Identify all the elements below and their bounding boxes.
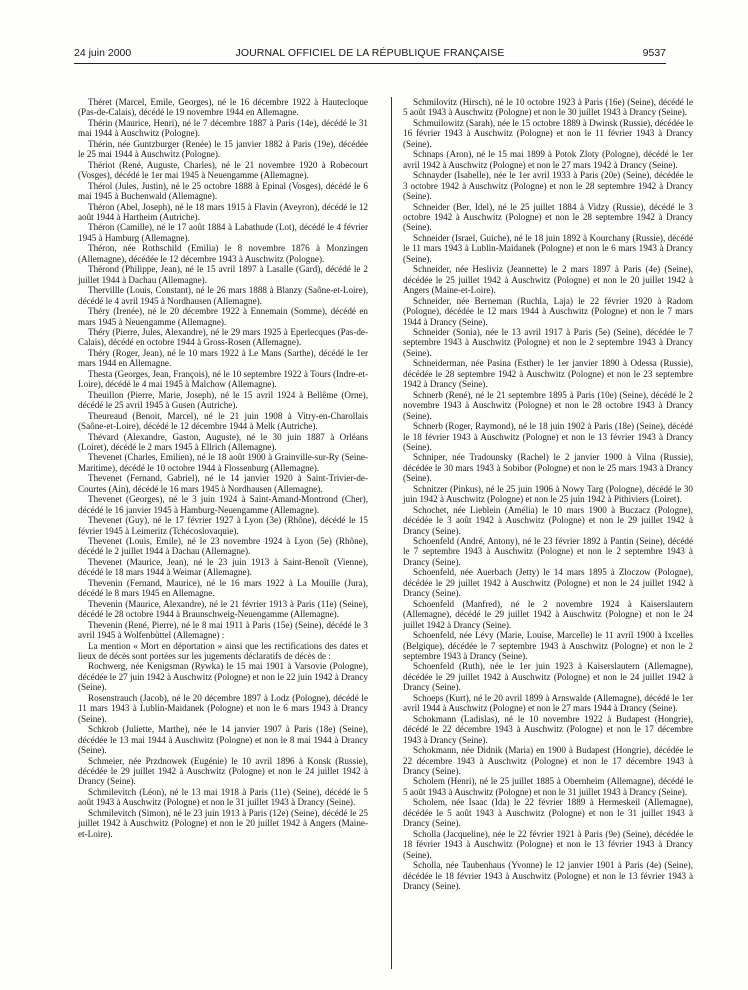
decree-entry: Schnaps (Aron), né le 15 mai 1899 à Potok Zloty (Pologne), décédé le 1er avril 1942 à Auschwitz (Pologne) et non le 27 mars 1942 à Drancy (Seine). (403, 149, 693, 170)
decree-entry: Thevenet (Charles, Emilien), né le 18 août 1900 à Grainville-sur-Ry (Seine-Maritime), décédé le 10 octobre 1944 à Flossenburg (Allemagne). (78, 452, 368, 473)
decree-entry: Thevenet (Georges), né le 3 juin 1924 à Saint-Amand-Montrond (Cher), décédé le 16 janvier 1945 à Hamburg-Neuengamme (Allemagne). (78, 494, 368, 515)
decree-entry: Thérin, née Guntzburger (Renée) le 15 janvier 1882 à Paris (19e), décédée le 25 mai 1944 à Auschwitz (Pologne). (78, 138, 368, 160)
decree-entry: Schoenfeld, née Lévy (Marie, Louise, Marcelle) le 11 avril 1900 à Ixcelles (Belgique), décédée le 7 septembre 1943 à Auschwitz (Pologne) et non le 2 septembre 1943 à Drancy (Seine). (403, 630, 693, 662)
decree-entry: Thérol (Jules, Justin), né le 25 octobre 1888 à Epinal (Vosges), décédé le 6 mai 1945 à Buchenwald (Allemagne). (78, 180, 368, 202)
decree-entry: Scholem (Henri), né le 25 juillet 1885 à Obernheim (Allemagne), décédé le 5 août 1943 à Auschwitz (Pologne) et non le 31 juillet 1943 à Drancy (Seine). (403, 776, 693, 797)
decree-entry: Théron (Abel, Joseph), né le 18 mars 1915 à Flavin (Aveyron), décédé le 12 août 1944 à Hartheim (Autriche). (78, 201, 368, 222)
header-date: 24 juin 2000 (74, 47, 132, 59)
left-column (78, 97, 368, 839)
header-rule (74, 63, 666, 64)
decree-entry: Rosenstrauch (Jacob), né le 20 décembre 1897 à Lodz (Pologne), décédé le 11 mars 1943 à Lublin-Maidanek (Pologne) et non le 6 mars 1943 à Drancy (Seine). (78, 692, 368, 724)
decree-entry: Théry (Pierre, Jules, Alexandre), né le 29 mars 1925 à Eperlecques (Pas-de-Calais), décédé en octobre 1944 à Gross-Rosen (Allemagne). (78, 326, 368, 348)
decree-entry: Theuillon (Pierre, Marie, Joseph), né le 15 avril 1924 à Bellême (Orne), décédé le 25 avril 1945 à Gusen (Autriche). (78, 389, 368, 411)
decree-entry: Schoenfeld (Ruth), née le 1er juin 1923 à Kaiserslautern (Allemagne), décédée le 29 juillet 1942 à Auschwitz (Pologne) et non le 24 juillet 1942 à Drancy (Seine). (403, 661, 693, 693)
decree-entry: Schoenfeld (Manfred), né le 2 novembre 1924 à Kaiserslautern (Allemagne), décédé le 29 juillet 1942 à Auschwitz (Pologne) et non le 24 juillet 1942 à Drancy (Seine). (403, 598, 693, 630)
decree-entry: Schneider, née Berneman (Ruchla, Laja) le 22 février 1920 à Radom (Pologne), décédée le 12 mars 1944 à Auschwitz (Pologne) et non le 7 mars 1944 à Drancy (Seine). (403, 295, 693, 327)
journal-title: JOURNAL OFFICIEL DE LA RÉPUBLIQUE FRANÇAISE (235, 47, 505, 59)
decree-entry: Thévard (Alexandre, Gaston, Auguste), né le 30 juin 1887 à Orléans (Loiret), décédé le 2 mars 1945 à Ellrich (Allemagne). (78, 431, 368, 452)
decree-entry: Schoenfeld, née Auerbach (Jetty) le 14 mars 1895 à Zloczow (Pologne), décédée le 29 juillet 1942 à Auschwitz (Pologne) et non le 24 juillet 1942 à Drancy (Seine). (403, 567, 693, 599)
decree-entry: Schmuilowitz (Sarah), née le 15 octobre 1889 à Dwinsk (Russie), décédée le 16 février 1943 à Auschwitz (Pologne) et non le 11 février 1943 à Drancy (Seine). (403, 117, 694, 149)
decree-entry: Schniper, née Tradounsky (Rachel) le 2 janvier 1900 à Vilna (Russie), décédée le 30 mars 1943 à Sobibor (Pologne) et non le 25 mars 1943 à Drancy (Seine). (403, 452, 693, 484)
decree-entry: Thériot (René, Auguste, Charles), né le 21 novembre 1920 à Robecourt (Vosges), décédé le 1er mai 1945 à Neuengamme (Allemagne). (78, 159, 368, 181)
decree-entry: Schneiderman, née Pasina (Esther) le 1er janvier 1890 à Odessa (Russie), décédée le 28 septembre 1942 à Auschwitz (Pologne) et non le 23 septembre 1942 à Drancy (Seine). (403, 358, 693, 390)
decree-entry: Thevenin (René, Pierre), né le 8 mai 1911 à Paris (15e) (Seine), décédé le 3 avril 1945 à Wolfenbüttel (Allemagne) : (78, 619, 368, 641)
decree-entry: Théry (Irenée), né le 20 décembre 1922 à Ennemain (Somme), décédé en mars 1945 à Neuengamme (Allemagne). (78, 306, 368, 327)
decree-entry: Schkrob (Juliette, Marthe), née le 14 janvier 1907 à Paris (18e) (Seine), décédée le 13 mai 1944 à Auschwitz (Pologne) et non le 8 mai 1944 à Drancy (Seine). (78, 724, 368, 756)
page-number: 9537 (642, 47, 666, 59)
decree-entry: Thesta (Georges, Jean, François), né le 10 septembre 1922 à Tours (Indre-et-Loire), décédé le 4 mai 1945 à Malchow (Allemagne). (78, 368, 368, 390)
decree-entry: Schneider, née Hesliviz (Jeannette) le 2 mars 1897 à Paris (4e) (Seine), décédée le 25 juillet 1942 à Auschwitz (Pologne) et non le 20 juillet 1942 à Angers (Maine-et-Loire). (403, 264, 693, 296)
decree-entry: La mention « Mort en déportation » ainsi que les rectifications des dates et lieux de décès sont portées sur les jugements déclaratifs de décès de : (78, 640, 368, 662)
decree-entry: Schoeps (Kurt), né le 20 avril 1899 à Arnswalde (Allemagne), décédé le 1er avril 1944 à Auschwitz (Pologne) et non le 27 mars 1944 à Drancy (Seine). (403, 692, 693, 714)
decree-entry: Thérond (Philippe, Jean), né le 15 avril 1897 à Lasalle (Gard), décédé le 2 juillet 1944 à Dachau (Allemagne). (78, 264, 368, 285)
decree-entry: Schneider (Sonia), née le 13 avril 1917 à Paris (5e) (Seine), décédée le 7 septembre 1943 à Auschwitz (Pologne) et non le 2 septembre 1943 à Drancy (Seine). (403, 326, 693, 358)
decree-entry: Schneider (Israel, Guiche), né le 18 juin 1892 à Kourchany (Russie), décédé le 11 mars 1943 à Lublin-Maidanek (Pologne) et non le 6 mars 1943 à Drancy (Seine). (403, 232, 693, 264)
decree-entry: Théry (Roger, Jean), né le 10 mars 1922 à Le Mans (Sarthe), décédé le 1er mars 1944 en Allemagne. (78, 347, 368, 369)
decree-entry: Rochwerg, née Kenigsman (Rywka) le 15 mai 1901 à Varsovie (Pologne), décédée le 27 juin 1942 à Auschwitz (Pologne) et non le 22 juin 1942 à Drancy (Seine). (78, 661, 368, 693)
column-divider (391, 97, 392, 969)
decree-entry: Thevenin (Fernand, Maurice), né le 16 mars 1922 à La Mouille (Jura), décédé le 8 mars 1945 en Allemagne. (78, 577, 368, 599)
decree-entry: Theureaud (Benoit, Marcel), né le 21 juin 1908 à Vitry-en-Charollais (Saône-et-Loire), décédé le 12 décembre 1944 à Melk (Autriche). (78, 410, 368, 432)
decree-entry: Théron, née Rothschild (Emilia) le 8 novembre 1876 à Monzingen (Allemagne), décédée le 12 décembre 1943 à Auschwitz (Pologne). (78, 243, 368, 264)
right-column (403, 97, 693, 891)
decree-entry: Schmilevitch (Simon), né le 23 juin 1913 à Paris (12e) (Seine), décédé le 25 juillet 1942 à Auschwitz (Pologne) et non le 20 juillet 1942 à Angers (Maine-et-Loire). (78, 807, 368, 839)
decree-entry: Schnayder (Isabelle), née le 1er avril 1933 à Paris (20e) (Seine), décédée le 3 octobre 1942 à Auschwitz (Pologne) et non le 28 septembre 1942 à Drancy (Seine). (403, 170, 693, 202)
decree-entry: Schochet, née Lieblein (Amélia) le 10 mars 1900 à Buczacz (Pologne), décédée le 3 août 1942 à Auschwitz (Pologne) et non le 29 juillet 1942 à Drancy (Seine). (403, 504, 693, 536)
decree-entry: Thevenin (Maurice, Alexandre), né le 21 février 1913 à Paris (11e) (Seine), décédé le 28 octobre 1944 à Braunschweig-Neuengamme (Allemagne). (78, 598, 368, 620)
decree-entry: Schoenfeld (André, Antony), né le 23 février 1892 à Pantin (Seine), décédé le 7 septembre 1943 à Auschwitz (Pologne) et non le 2 septembre 1943 à Drancy (Seine). (403, 536, 693, 567)
decree-entry: Thevenet (Guy), né le 17 février 1927 à Lyon (3e) (Rhône), décédé le 15 février 1945 à Leimeritz (Tchécoslovaquie). (78, 515, 368, 536)
decree-entry: Scholla (Jacqueline), née le 22 février 1921 à Paris (9e) (Seine), décédée le 18 février 1943 à Auschwitz (Pologne) et non le 13 février 1943 à Drancy (Seine). (403, 828, 693, 860)
decree-entry: Schmilovitz (Hirsch), né le 10 octobre 1923 à Paris (16e) (Seine), décédé le 5 août 1943 à Auschwitz (Pologne) et non le 30 juillet 1943 à Drancy (Seine). (403, 97, 693, 118)
decree-entry: Schmilevitch (Léon), né le 13 mai 1918 à Paris (11e) (Seine), décédé le 5 août 1943 à Auschwitz (Pologne) et non le 31 juillet 1943 à Drancy (Seine). (78, 786, 368, 808)
decree-entry: Schnerb (René), né le 21 septembre 1895 à Paris (10e) (Seine), décédé le 2 novembre 1943 à Auschwitz (Pologne) et non le 28 octobre 1943 à Drancy (Seine). (403, 389, 693, 421)
decree-entry: Thérin (Maurice, Henri), né le 7 décembre 1887 à Paris (14e), décédé le 31 mai 1944 à Auschwitz (Pologne). (78, 117, 368, 139)
decree-entry: Thevenet (Maurice, Jean), né le 23 juin 1913 à Saint-Benoît (Vienne), décédé le 18 mars 1944 à Weimar (Allemagne). (78, 556, 368, 578)
decree-entry: Scholem, née Isaac (Ida) le 22 février 1889 à Hermeskeil (Allemagne), décédée le 5 août 1943 à Auschwitz (Pologne) et non le 31 juillet 1943 à Drancy (Seine). (403, 797, 693, 829)
decree-entry: Schokmann, née Didnik (Maria) en 1900 à Budapest (Hongrie), décédée le 22 décembre 1943 à Auschwitz (Pologne) et non le 17 décembre 1943 à Drancy (Seine). (403, 745, 693, 776)
decree-entry: Scholla, née Taubenhaus (Yvonne) le 12 janvier 1901 à Paris (4e) (Seine), décédée le 18 février 1943 à Auschwitz (Pologne) et non le 13 février 1943 à Drancy (Seine). (403, 860, 693, 891)
decree-entry: Schmeier, née Przdnowek (Eugénie) le 10 avril 1896 à Konsk (Russie), décédée le 29 juillet 1942 à Auschwitz (Pologne) et non le 24 juillet 1942 à Drancy (Seine). (78, 755, 368, 787)
decree-entry: Schneider (Ber, Idel), né le 25 juillet 1884 à Vidzy (Russie), décédé le 3 octobre 1942 à Auschwitz (Pologne) et non le 28 septembre 1942 à Drancy (Seine). (403, 201, 693, 233)
decree-entry: Schnerb (Roger, Raymond), né le 18 juin 1902 à Paris (18e) (Seine), décédé le 18 février 1943 à Auschwitz (Pologne) et non le 13 février 1943 à Drancy (Seine). (403, 421, 693, 452)
decree-entry: Schokmann (Ladislas), né le 10 novembre 1922 à Budapest (Hongrie), décédé le 22 décembre 1943 à Auschwitz (Pologne) et non le 17 décembre 1943 à Drancy (Seine). (403, 713, 693, 745)
decree-entry: Thevenet (Fernand, Gabriel), né le 14 janvier 1920 à Saint-Trivier-de-Courtes (Ain), décédé le 16 mars 1945 à Nordhausen (Allemagne). (78, 473, 368, 494)
decree-entry: Théron (Camille), né le 17 août 1884 à Labathude (Lot), décédé le 4 février 1945 à Hamburg (Allemagne). (78, 222, 368, 243)
decree-entry: Thervillle (Louis, Constant), né le 26 mars 1888 à Blanzy (Saône-et-Loire), décédé le 4 avril 1945 à Nordhausen (Allemagne). (78, 285, 368, 306)
page-header (74, 47, 666, 61)
decree-entry: Schnitzer (Pinkus), né le 25 juin 1906 à Nowy Targ (Pologne), décédé le 30 juin 1942 à Auschwitz (Pologne) et non le 25 juin 1942 à Pithiviers (Loiret). (403, 483, 693, 505)
decree-entry: Théret (Marcel, Emile, Georges), né le 16 décembre 1922 à Hautecloque (Pas-de-Calais), décédé le 19 novembre 1944 en Allemagne. (78, 97, 368, 118)
decree-entry: Thevenet (Louis, Emile), né le 23 novembre 1924 à Lyon (5e) (Rhône), décédé le 2 juillet 1944 à Dachau (Allemagne). (78, 536, 368, 557)
